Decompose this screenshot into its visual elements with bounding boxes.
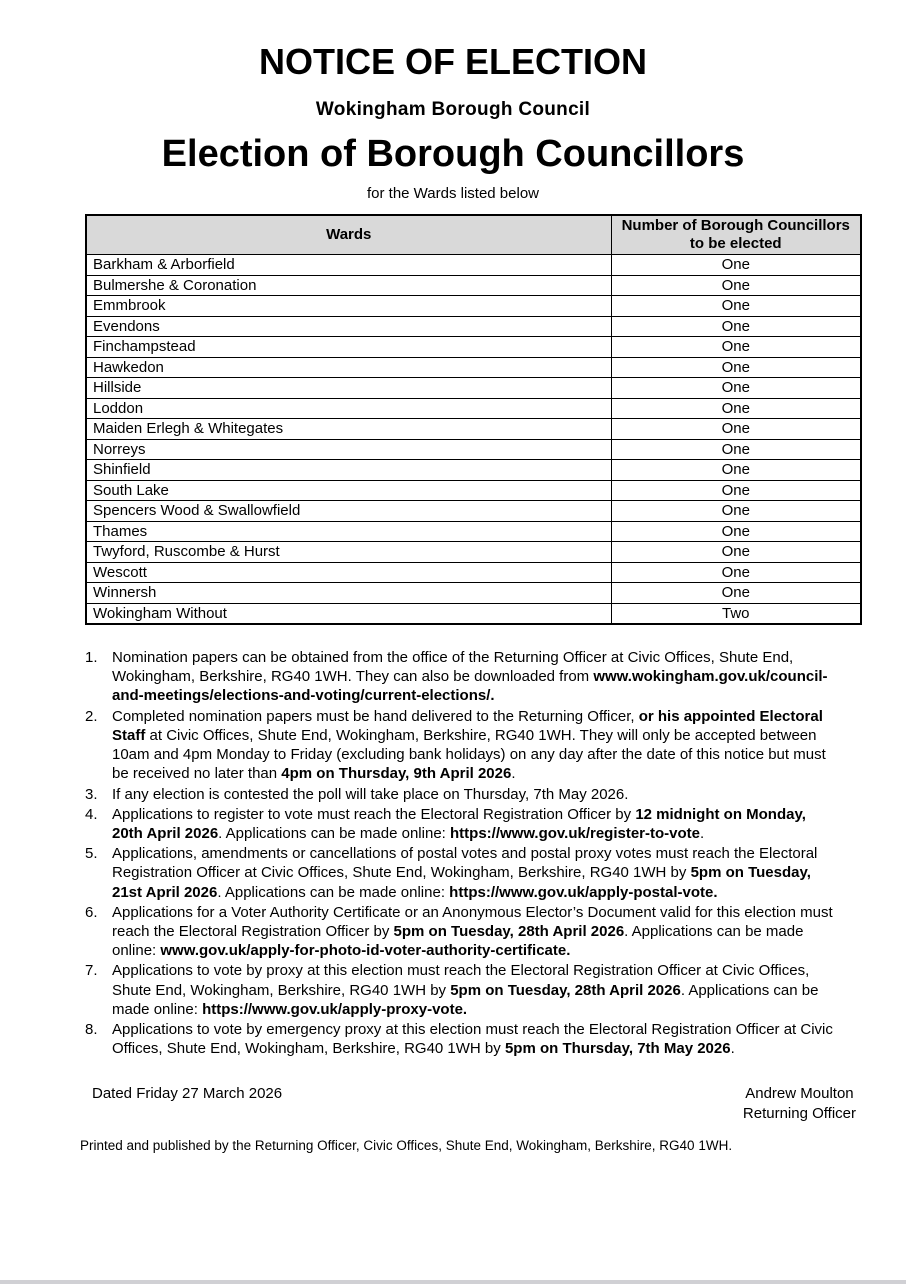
councillors-count-cell: One [611,296,861,317]
bottom-edge-strip [0,1280,906,1284]
table-row [86,337,861,358]
notice-item [85,903,840,961]
table-row [86,562,861,583]
officer-title: Returning Officer [742,1104,856,1122]
table-row [86,583,861,604]
table-row [86,255,861,276]
notice-item [85,648,840,706]
table-row [86,501,861,522]
notice-number: 1. [85,649,98,667]
table-row [86,603,861,624]
ward-name-cell: Hawkedon [86,357,611,378]
councillors-count-cell: One [611,583,861,604]
councillors-count-cell: One [611,480,861,501]
ward-name-cell: Wescott [86,562,611,583]
table-row [86,542,861,563]
ward-name-cell: Thames [86,521,611,542]
notice-text: Nomination papers can be obtained from the office of the Returning Officer at Civic Offices, Shute End, Wokingham, Berkshire, RG40 1WH. They can also be downloaded from www.wokingham.gov.uk/council-and-meetings/elections-and-voting/current-elections/. [112,649,828,705]
ward-name-cell: Finchampstead [86,337,611,358]
wards-column-header: Wards [86,215,611,255]
councillors-count-cell: Two [611,603,861,624]
councillors-count-cell: One [611,378,861,399]
councillors-count-cell: One [611,562,861,583]
councillors-count-cell: One [611,337,861,358]
councillors-count-cell: One [611,542,861,563]
notice-text: Applications, amendments or cancellations of postal votes and postal proxy votes must reach the Electoral Registration Officer at Civic Offices, Shute End, Wokingham, Berkshire, RG40 1WH by 5pm on Tuesday, 21st April 2026. Applications can be made online: https://www.gov.uk/apply-postal-vote. [112,845,818,901]
page-title: NOTICE OF ELECTION [258,41,647,82]
notice-number: 8. [85,1020,98,1038]
notice-number: 7. [85,962,98,980]
officer-signature-block [743,1084,856,1122]
wards-table [85,214,862,625]
councillors-count-cell: One [611,501,861,522]
table-row [86,460,861,481]
table-row [86,275,861,296]
councillors-count-cell: One [611,439,861,460]
notice-text: Applications to vote by emergency proxy at this election must reach the Electoral Registration Officer at Civic Offices, Shute End, Wokingham, Berkshire, RG40 1WH by 5pm on Thursday, 7th May 2026. [112,1020,833,1058]
notice-number: 5. [85,845,98,863]
notice-text: Applications for a Voter Authority Certificate or an Anonymous Elector’s Document valid for this election must reach the Electoral Registration Officer by 5pm on Tuesday, 28th April 2026. Applications can be made online: www.gov.uk/apply-for-photo-id-voter-authority-certificate. [112,903,833,960]
notice-item [85,1020,840,1058]
footer [92,1084,856,1122]
wards-tagline: for the Wards listed below [366,185,540,203]
notice-text: If any election is contested the poll will take place on Thursday, 7th May 2026. [112,785,629,803]
ward-name-cell: Norreys [86,439,611,460]
officer-name: Andrew Moulton [745,1085,854,1103]
ward-name-cell: Emmbrook [86,296,611,317]
notice-item [85,805,840,843]
table-row [86,521,861,542]
ward-name-cell: Barkham & Arborfield [86,255,611,276]
notice-number: 3. [85,785,98,803]
councillors-count-cell: One [611,398,861,419]
table-row [86,398,861,419]
notice-number: 4. [85,805,98,823]
notice-item [85,844,840,902]
table-row [86,439,861,460]
printed-published-line: Printed and published by the Returning Officer, Civic Offices, Shute End, Wokingham, Berkshire, RG40 1WH. [80,1137,733,1153]
councillors-count-cell: One [611,316,861,337]
table-row [86,296,861,317]
ward-name-cell: Winnersh [86,583,611,604]
notice-item [85,785,840,804]
councillors-count-cell: One [611,521,861,542]
table-row [86,480,861,501]
ward-name-cell: Bulmershe & Coronation [86,275,611,296]
notices-list [85,648,840,1058]
ward-name-cell: Hillside [86,378,611,399]
councillors-count-cell: One [611,357,861,378]
councillors-count-cell: One [611,275,861,296]
notice-item [85,707,840,784]
councillors-count-cell: One [611,255,861,276]
notice-text: Applications to vote by proxy at this election must reach the Electoral Registration Officer at Civic Offices, Shute End, Wokingham, Berkshire, RG40 1WH by 5pm on Tuesday, 28th April 2026. Applications can be made online: https://www.gov.uk/apply-proxy-vote. [112,962,819,1018]
ward-name-cell: Maiden Erlegh & Whitegates [86,419,611,440]
councillors-column-header: Number of Borough Councillors to be elected [611,215,861,255]
table-row [86,316,861,337]
notice-text: Applications to register to vote must reach the Electoral Registration Officer by 12 midnight on Monday, 20th April 2026. Applications can be made online: https://www.gov.uk/register-to-vote. [112,805,806,842]
notice-number: 6. [85,903,98,921]
dated-line: Dated Friday 27 March 2026 [92,1085,283,1103]
election-subtitle: Election of Borough Councillors [161,133,745,176]
ward-name-cell: Wokingham Without [86,603,611,624]
wards-table-body [86,255,861,625]
council-name: Wokingham Borough Council [315,98,591,120]
ward-name-cell: South Lake [86,480,611,501]
notice-item [85,961,840,1019]
ward-name-cell: Twyford, Ruscombe & Hurst [86,542,611,563]
councillors-count-cell: One [611,460,861,481]
notice-text: Completed nomination papers must be hand delivered to the Returning Officer, or his appointed Electoral Staff at Civic Offices, Shute End, Wokingham, Berkshire, RG40 1WH. They will only be accepted between 10am and 4pm Monday to Friday (excluding bank holidays) on any day after the date of this notice but must be received no later than 4pm on Thursday, 9th April 2026. [112,707,826,783]
ward-name-cell: Evendons [86,316,611,337]
ward-name-cell: Loddon [86,398,611,419]
table-row [86,378,861,399]
councillors-count-cell: One [611,419,861,440]
ward-name-cell: Shinfield [86,460,611,481]
table-row [86,419,861,440]
table-row [86,357,861,378]
notice-number: 2. [85,707,98,725]
table-header-row [86,215,861,255]
ward-name-cell: Spencers Wood & Swallowfield [86,501,611,522]
